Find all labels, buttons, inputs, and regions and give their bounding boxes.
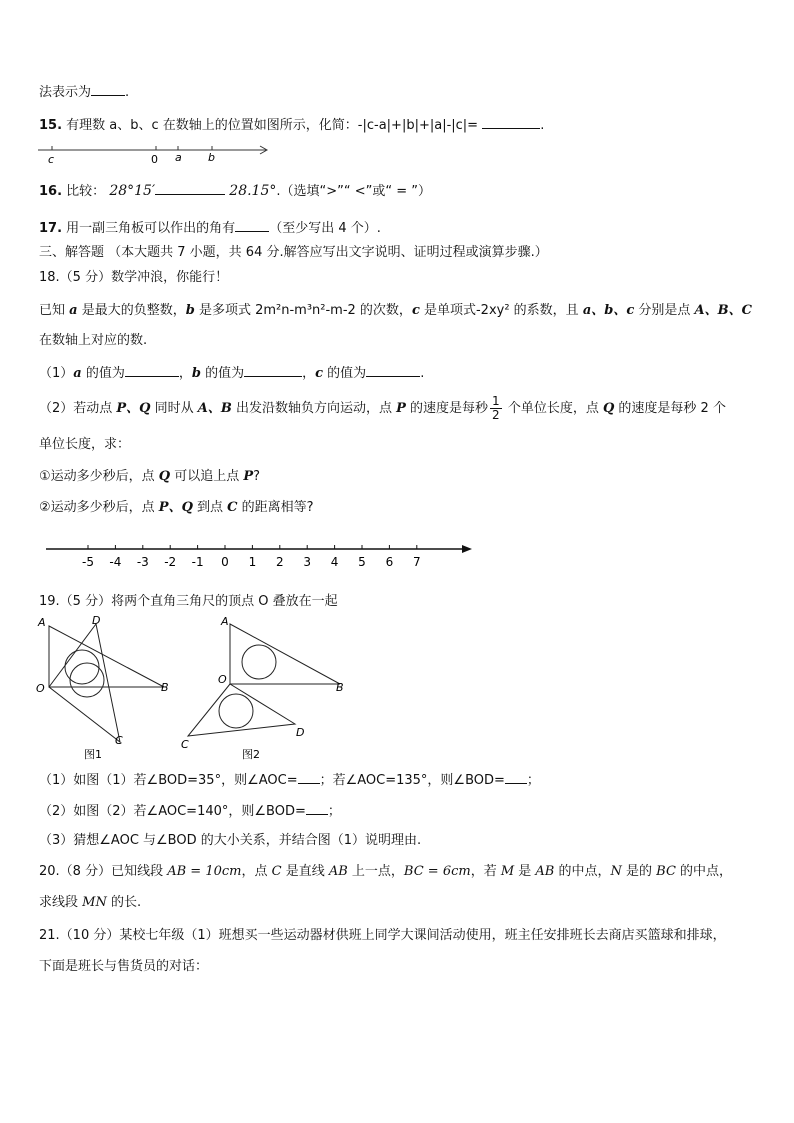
text: 是: [514, 864, 536, 879]
text: 21.（10 分）某校七年级（1）班想买一些运动器材供班上同学大课间活动使用，班主任安排班长去商店买篮球和排球，: [39, 928, 726, 943]
points-ab: A、B: [197, 401, 232, 416]
tick-label: 2: [275, 555, 284, 569]
incircle-2: [70, 663, 104, 697]
incircle-2: [219, 694, 253, 728]
comma: ，: [178, 366, 192, 381]
part-label: （1）: [39, 366, 74, 381]
text: 可以追上点: [170, 469, 244, 484]
text: 是单项式-2xy² 的系数，且: [419, 303, 583, 318]
text: 的值为: [200, 366, 245, 381]
label-c: C: [115, 734, 123, 747]
answer-blank[interactable]: [482, 115, 540, 129]
text: 的距离相等?: [237, 500, 314, 515]
points: A、B、C: [694, 303, 752, 318]
question-hint: （至少写出 4 个）.: [269, 221, 381, 236]
question-21-line1: [39, 927, 726, 945]
tick-label: 6: [385, 555, 394, 569]
text: 是直线: [281, 864, 329, 879]
label-o: O: [218, 673, 227, 686]
question-19-head: [39, 593, 338, 611]
answer-blank-a[interactable]: [125, 363, 179, 377]
figure-1: [34, 612, 184, 762]
label-o: O: [36, 682, 45, 695]
triangle-cod: [188, 684, 295, 736]
text: 的值为: [323, 366, 367, 381]
tick-label: -3: [136, 555, 149, 569]
math-n: N: [610, 864, 622, 879]
question-hint: .（选填“>”“ <”或“ = ”）: [276, 184, 431, 199]
label-b: B: [161, 681, 169, 694]
tick-label: -5: [82, 555, 94, 569]
var-a: a: [73, 366, 82, 381]
tick-label: 5: [358, 555, 366, 569]
tick-label: 0: [221, 555, 229, 569]
period: .: [125, 85, 130, 100]
label-0: 0: [151, 153, 158, 166]
text: 20.（8 分）已知线段: [39, 864, 168, 879]
text: 上一点，: [347, 864, 404, 879]
question-18-sub1: [39, 468, 260, 486]
tick-label: -2: [164, 555, 177, 569]
text: ；: [327, 804, 341, 819]
answer-blank[interactable]: [155, 181, 225, 195]
answer-blank[interactable]: [298, 770, 320, 784]
value-2: 28.15°: [229, 183, 277, 199]
answer-blank[interactable]: [235, 218, 269, 232]
points-pq: P、Q: [158, 500, 193, 515]
answer-blank[interactable]: [306, 801, 328, 815]
text: 的速度是每秒: [405, 401, 489, 416]
question-16: [39, 181, 431, 201]
question-number: 17.: [39, 221, 63, 236]
math-bc: BC: [656, 864, 676, 879]
point-p: P: [243, 469, 254, 484]
math-mn: MN: [82, 895, 107, 910]
text: 到点: [192, 500, 228, 515]
question-title: 18.（5 分）数学冲浪，你能行！: [39, 270, 229, 285]
text: 单位长度，求：: [39, 437, 131, 452]
tick-label: -4: [109, 555, 122, 569]
text: （2）如图（2）若∠AOC=140°，则∠BOD=: [39, 804, 306, 819]
value-1: 28°15′: [109, 183, 156, 199]
var-a: a: [69, 303, 78, 318]
answer-blank[interactable]: [91, 82, 125, 96]
tick-label: 4: [330, 555, 339, 569]
question-19-part2: [39, 801, 341, 821]
label-a: a: [175, 151, 182, 164]
prev-text: 法表示为: [39, 85, 92, 100]
figure-caption: 图1: [84, 748, 102, 761]
answer-blank-b[interactable]: [244, 363, 302, 377]
point-q: Q: [602, 401, 615, 416]
figure-caption: 图2: [242, 748, 260, 761]
var-b: b: [191, 366, 201, 381]
tick-label: 7: [412, 555, 421, 569]
text: 的速度是每秒 2 个: [614, 401, 726, 416]
denominator: 2: [492, 408, 500, 422]
text: ①运动多少秒后，点: [39, 469, 159, 484]
question-title: 19.（5 分）将两个直角三角尺的顶点 O 叠放在一起: [39, 594, 338, 609]
point-c: C: [227, 500, 238, 515]
var-b: b: [185, 303, 195, 318]
point-q: Q: [158, 469, 171, 484]
text: 下面是班长与售货员的对话：: [39, 959, 209, 974]
period: .: [420, 366, 425, 381]
math-ab: AB: [535, 864, 555, 879]
figure-2: [175, 612, 344, 764]
question-text: 比较：: [66, 184, 106, 199]
text: 个单位长度，点: [503, 401, 603, 416]
question-20-line1: [39, 863, 732, 881]
question-19-part3: [39, 832, 421, 850]
question-text: 有理数 a、b、c 在数轴上的位置如图所示，化简：-|c-a|+|b|+|a|-|c|=: [66, 118, 479, 133]
question-number: 15.: [39, 118, 63, 133]
numerator: 1: [492, 394, 500, 408]
point-p: P: [396, 401, 406, 416]
text: （1）如图（1）若∠BOD=35°，则∠AOC=: [39, 773, 298, 788]
math-m: M: [500, 864, 515, 879]
part-label: （2）若动点: [39, 401, 117, 416]
text: 是多项式 2m²n-m³n²-m-2 的次数，: [194, 303, 412, 318]
points-pq: P、Q: [116, 401, 151, 416]
var-c: c: [315, 366, 324, 381]
question-18-line1: [39, 302, 752, 320]
text: ，若: [470, 864, 501, 879]
answer-blank[interactable]: [505, 770, 527, 784]
text: ?: [253, 469, 261, 484]
fraction-half: [490, 395, 502, 422]
question-text: 用一副三角板可以作出的角有: [66, 221, 236, 236]
question-18-part2-cont: [39, 436, 130, 454]
question-19-part1: [39, 770, 540, 790]
question-18-part2: [39, 394, 726, 424]
question-20-line2: [39, 894, 141, 912]
math-ab: AB: [328, 864, 348, 879]
question-18-part1: [39, 363, 424, 383]
question-18-sub2: [39, 499, 314, 517]
question-21-line2: [39, 958, 208, 976]
question-number: 16.: [39, 184, 63, 199]
label-a: A: [221, 615, 229, 628]
label-b: B: [336, 681, 344, 694]
text: 的长.: [106, 895, 142, 910]
comma: ，: [302, 366, 316, 381]
math-c: C: [271, 864, 282, 879]
text: 是最大的负整数，: [77, 303, 186, 318]
text: ②运动多少秒后，点: [39, 500, 159, 515]
label-d: D: [296, 726, 305, 739]
incircle-1: [242, 645, 276, 679]
triangle-aob: [230, 624, 340, 684]
text: 出发沿数轴负方向运动，点: [231, 401, 397, 416]
question-18-line2: [39, 332, 147, 350]
vars: a、b、c: [582, 303, 635, 318]
number-line-18: [44, 538, 476, 572]
label-d: D: [92, 614, 101, 627]
number-line-15: [36, 139, 272, 167]
tick-label: 1: [248, 555, 257, 569]
text: （3）猜想∠AOC 与∠BOD 的大小关系，并结合图（1）说明理由.: [39, 833, 422, 848]
math-ab: AB = 10cm: [167, 864, 242, 879]
triangle-doc: [49, 624, 120, 742]
text: 的值为: [81, 366, 125, 381]
text: 的中点，: [675, 864, 733, 879]
math-bc: BC = 6cm: [403, 864, 471, 879]
label-c: c: [48, 153, 55, 166]
text: ；: [526, 773, 540, 788]
period: .: [540, 118, 545, 133]
label-a: A: [38, 616, 46, 629]
label-b: b: [208, 151, 215, 164]
text-line-prev: [39, 82, 129, 102]
text: 在数轴上对应的数.: [39, 333, 148, 348]
question-18-head: [39, 269, 228, 287]
text: 已知: [39, 303, 70, 318]
var-c: c: [411, 303, 420, 318]
arrow-head: [462, 545, 472, 553]
section-heading: [39, 244, 548, 262]
text: 同时从: [150, 401, 198, 416]
section-title: 三、解答题 （本大题共 7 小题，共 64 分.解答应写出文字说明、证明过程或演算步骤.）: [39, 245, 548, 260]
question-17: [39, 218, 381, 238]
text: 的中点，: [554, 864, 611, 879]
text: 求线段: [39, 895, 83, 910]
text: ，点: [241, 864, 272, 879]
text: ；若∠AOC=135°，则∠BOD=: [319, 773, 505, 788]
tick-label: 3: [303, 555, 312, 569]
question-15: [39, 115, 544, 135]
text: 是的: [621, 864, 657, 879]
text: 分别是点: [634, 303, 695, 318]
label-c: C: [181, 738, 189, 751]
tick-label: -1: [191, 555, 204, 569]
answer-blank-c[interactable]: [366, 363, 420, 377]
